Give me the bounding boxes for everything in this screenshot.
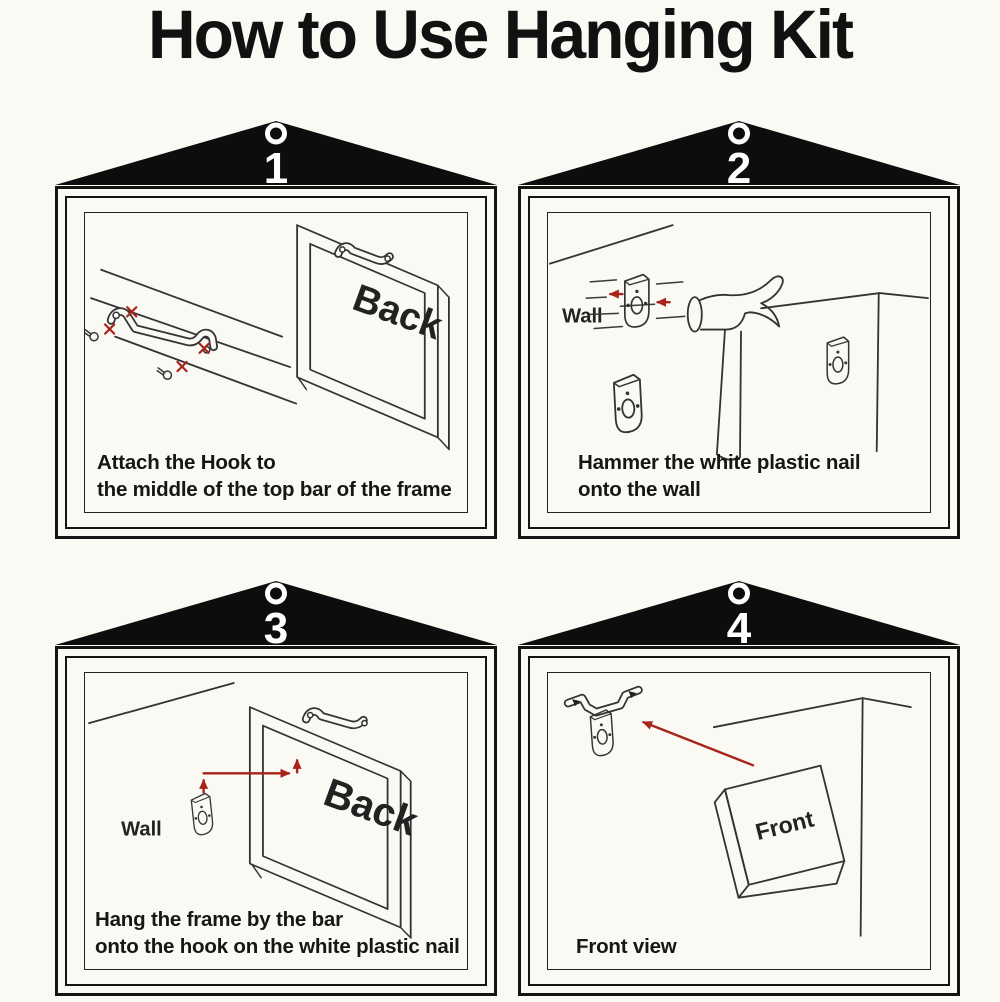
step-1-canvas [84,212,468,513]
plastic-nail-drawing [613,374,642,432]
step-1 [55,120,497,539]
back-label: Back [318,769,424,845]
plastic-nail-drawing [191,793,214,835]
step-number: 3 [263,604,289,646]
plastic-nail-drawing [590,710,614,756]
step-2-canvas [547,212,931,513]
step-4-roof [518,580,960,646]
frame-front-drawing [712,766,849,908]
step-1-box [55,186,497,539]
plastic-nail-drawing [625,275,649,327]
step-2-caption: Hammer the white plastic nail onto the wall [578,451,861,501]
step-4-illustration [548,673,930,969]
frame-hook-drawing [306,712,367,726]
frame-back-drawing [297,225,449,450]
step-3-box [55,646,497,996]
page-title: How to Use Hanging Kit [148,0,852,73]
step-3 [55,580,497,996]
step-1-roof [55,120,497,186]
step-4-caption: Front view [576,935,677,958]
plastic-nail-drawing [827,337,848,384]
hook-drawing [111,312,214,353]
wall-line [89,683,234,723]
hammer-drawing [688,276,783,459]
step-4-box [518,646,960,996]
front-label: Front [752,805,817,845]
red-arrow [644,722,754,765]
step-3-roof [55,580,497,646]
hook-nail-assembly-drawing [568,690,638,756]
step-3-caption: Hang the frame by the bar onto the hook on the white plastic nail [95,908,460,958]
step-4-canvas [547,672,931,970]
wall-label: Wall [562,305,603,328]
step-3-canvas [84,672,468,970]
step-2 [518,120,960,539]
wall-corner-lines [550,225,928,451]
step-2-box [518,186,960,539]
wall-label: Wall [121,818,162,841]
step-4 [518,580,960,996]
step-number: 2 [726,144,752,186]
step-number: 1 [263,144,289,186]
step-number: 4 [726,604,752,646]
step-2-roof [518,120,960,186]
back-label: Back [347,276,448,349]
steps-grid [55,120,960,996]
step-1-caption: Attach the Hook to the middle of the top bar of the frame [97,451,452,501]
